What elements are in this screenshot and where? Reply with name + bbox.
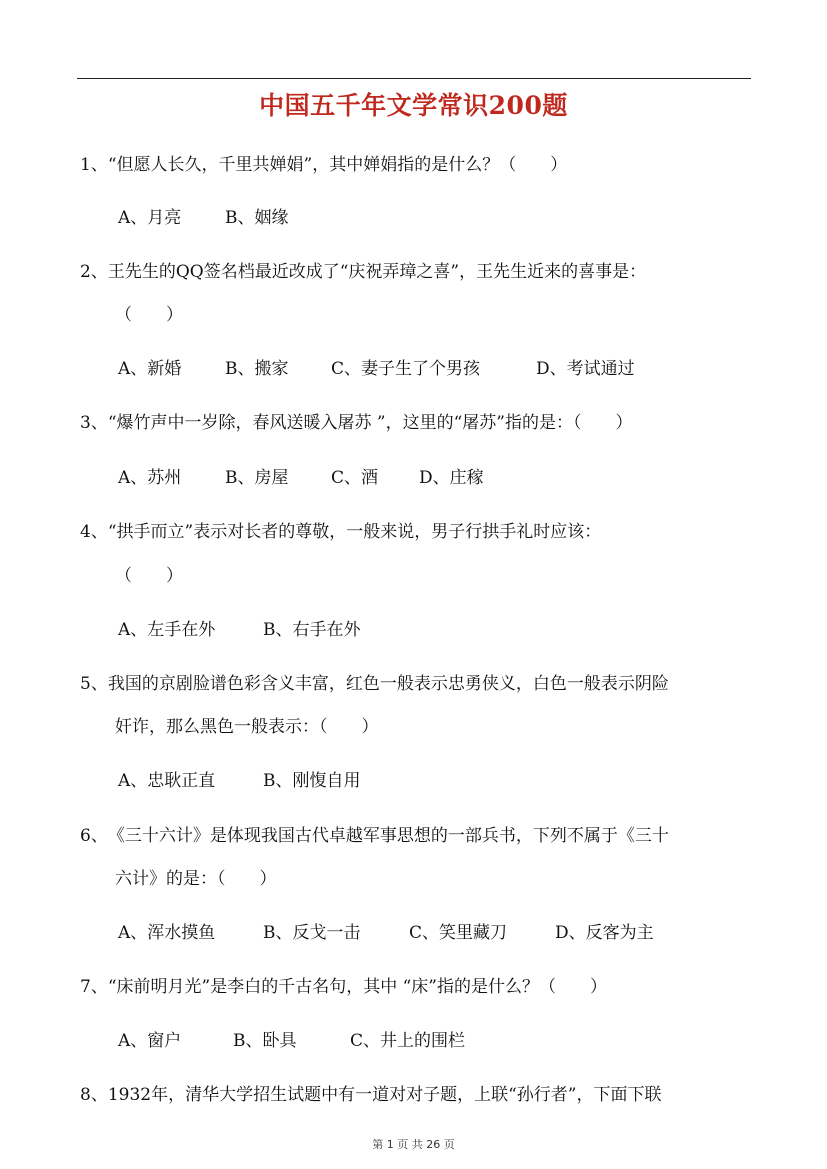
question-text: 我国的京剧脸谱色彩含义丰富，红色一般表示忠勇侠义，白色一般表示阴险 <box>107 674 669 694</box>
question-6 <box>80 826 752 846</box>
question-6-continuation: 六计》的是：（ ） <box>115 869 277 889</box>
question-number: 6、 <box>80 826 108 846</box>
option-a: A、新婚 <box>118 359 182 379</box>
option-c: C、酒 <box>331 468 379 488</box>
option-c: C、妻子生了个男孩 <box>331 359 481 379</box>
question-2-continuation: （ ） <box>115 305 183 325</box>
document-title: 中国五千年文学常识200题 <box>259 91 568 120</box>
option-b: B、刚愎自用 <box>263 771 361 791</box>
option-d: D、考试通过 <box>536 359 635 379</box>
question-number: 7、 <box>80 977 108 997</box>
option-a: A、浑水摸鱼 <box>118 923 216 943</box>
question-text: 1932年，清华大学招生试题中有一道对对子题，上联“孙行者”，下面下联 <box>107 1085 662 1105</box>
question-4 <box>80 522 752 542</box>
option-a: A、窗户 <box>118 1031 182 1051</box>
question-4-continuation: （ ） <box>115 566 183 586</box>
question-number: 5、 <box>80 674 108 694</box>
question-text: “但愿人长久，千里共婵娟”，其中婵娟指的是什么？（ ） <box>107 155 568 175</box>
question-number: 3、 <box>80 413 108 433</box>
question-2 <box>80 262 752 282</box>
question-number: 2、 <box>80 262 108 282</box>
question-5 <box>80 674 752 694</box>
option-c: C、井上的围栏 <box>350 1031 466 1051</box>
option-b: B、右手在外 <box>263 620 361 640</box>
question-text: “床前明月光”是李白的千古名句，其中 “床”指的是什么？（ ） <box>107 977 607 997</box>
question-text: “拱手而立”表示对长者的尊敬，一般来说，男子行拱手礼时应该： <box>107 522 602 542</box>
question-1 <box>80 155 752 175</box>
question-text: “爆竹声中一岁除，春风送暖入屠苏 ”，这里的“屠苏”指的是：（ ） <box>107 413 633 433</box>
option-d: D、庄稼 <box>419 468 484 488</box>
question-5-continuation: 奸诈，那么黑色一般表示：（ ） <box>115 717 379 737</box>
option-c: C、笑里藏刀 <box>409 923 508 943</box>
option-b: B、搬家 <box>225 359 289 379</box>
option-b: B、卧具 <box>233 1031 297 1051</box>
question-number: 8、 <box>80 1085 108 1105</box>
option-a: A、忠耿正直 <box>118 771 216 791</box>
question-8 <box>80 1085 752 1105</box>
option-b: B、房屋 <box>225 468 289 488</box>
option-a: A、左手在外 <box>118 620 216 640</box>
question-text: 《三十六计》是体现我国古代卓越军事思想的一部兵书，下列不属于《三十 <box>107 826 669 846</box>
question-7 <box>80 977 752 997</box>
question-number: 4、 <box>80 522 108 542</box>
page-footer: 第 1 页 共 26 页 <box>372 1138 455 1151</box>
option-b: B、姻缘 <box>225 208 289 228</box>
question-number: 1、 <box>80 155 108 175</box>
header-rule <box>77 78 751 79</box>
option-b: B、反戈一击 <box>263 923 361 943</box>
option-a: A、苏州 <box>118 468 182 488</box>
option-d: D、反客为主 <box>555 923 654 943</box>
option-a: A、月亮 <box>118 208 182 228</box>
question-text: 王先生的QQ签名档最近改成了“庆祝弄璋之喜”，王先生近来的喜事是： <box>107 262 647 282</box>
question-3 <box>80 413 752 433</box>
